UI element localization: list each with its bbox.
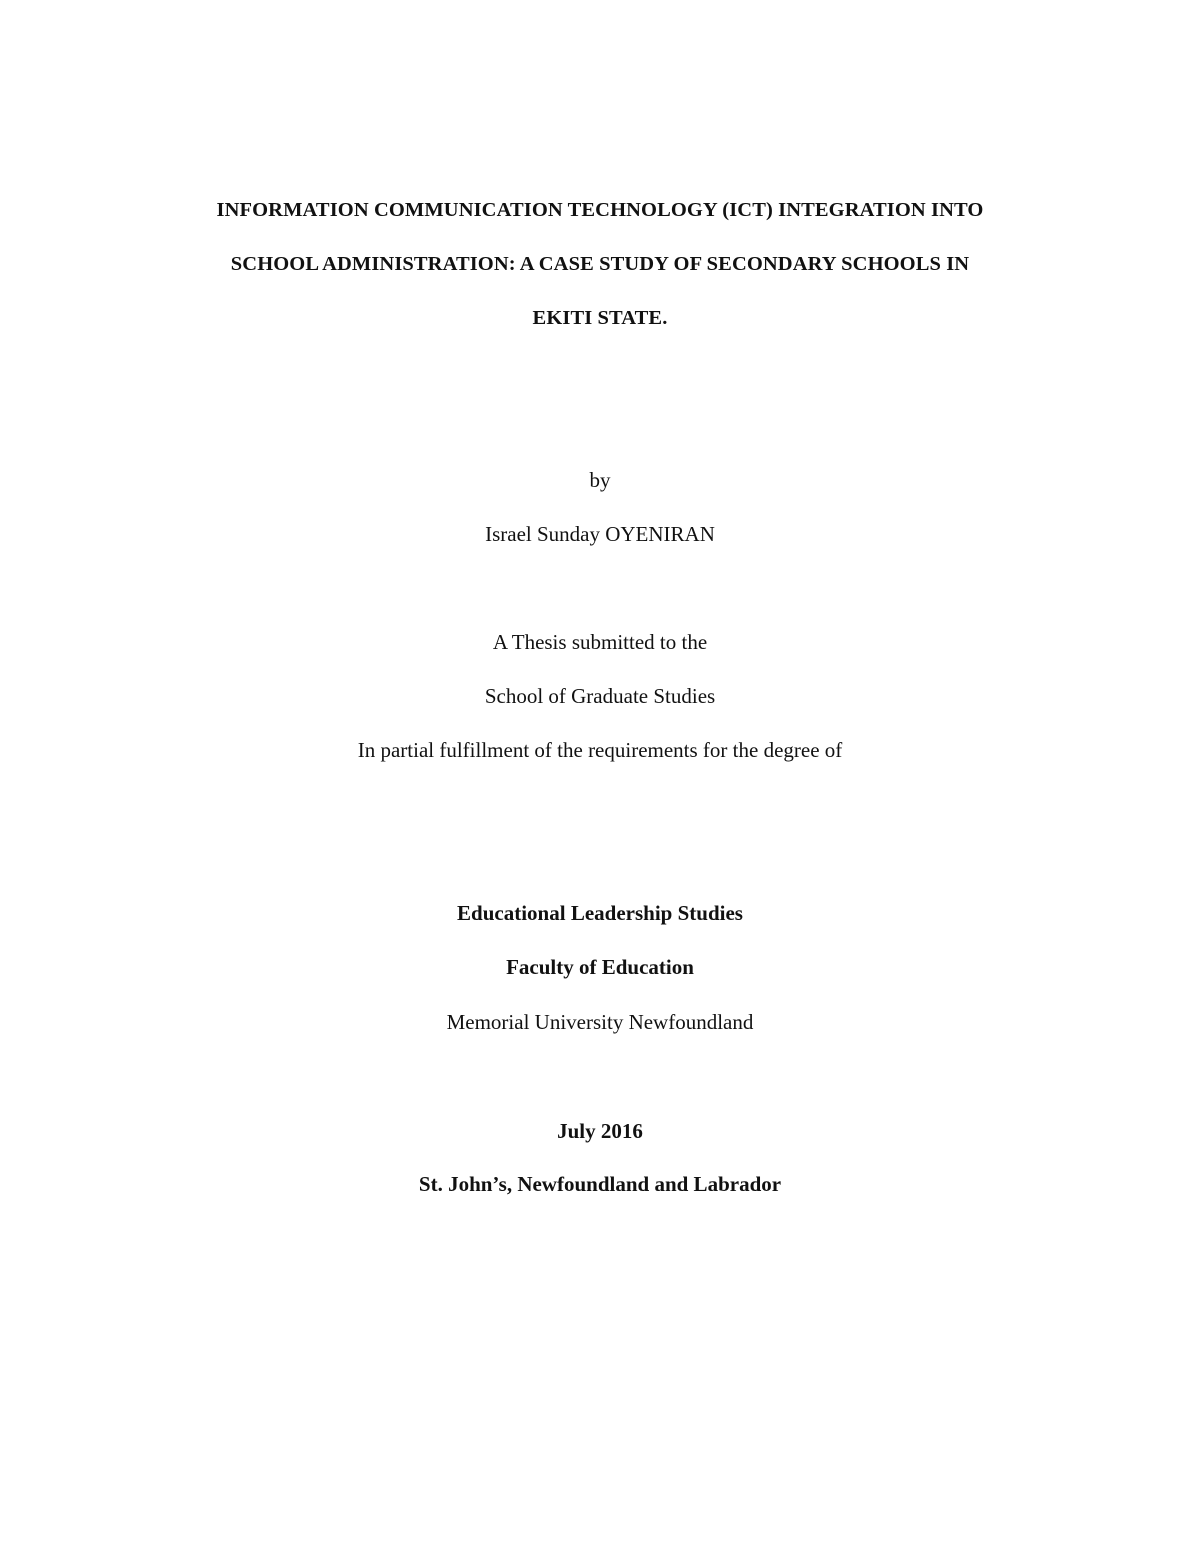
submission-line-2: School of Graduate Studies bbox=[484, 684, 716, 708]
by-label: by bbox=[589, 468, 611, 492]
thesis-title-line-3: EKITI STATE. bbox=[532, 307, 668, 329]
location: St. John’s, Newfoundland and Labrador bbox=[418, 1172, 782, 1196]
thesis-title-line-1: INFORMATION COMMUNICATION TECHNOLOGY (ICT) INTEGRATION INTO bbox=[216, 199, 984, 221]
thesis-title-line-2: SCHOOL ADMINISTRATION: A CASE STUDY OF SECONDARY SCHOOLS IN bbox=[230, 253, 970, 275]
author-name: Israel Sunday OYENIRAN bbox=[485, 522, 715, 546]
university-name: Memorial University Newfoundland bbox=[446, 1010, 754, 1034]
faculty-name: Faculty of Education bbox=[506, 955, 694, 979]
submission-line-3: In partial fulfillment of the requirements for the degree of bbox=[357, 738, 843, 762]
department-name: Educational Leadership Studies bbox=[457, 901, 743, 925]
submission-line-1: A Thesis submitted to the bbox=[492, 630, 708, 654]
submission-date: July 2016 bbox=[557, 1119, 643, 1143]
